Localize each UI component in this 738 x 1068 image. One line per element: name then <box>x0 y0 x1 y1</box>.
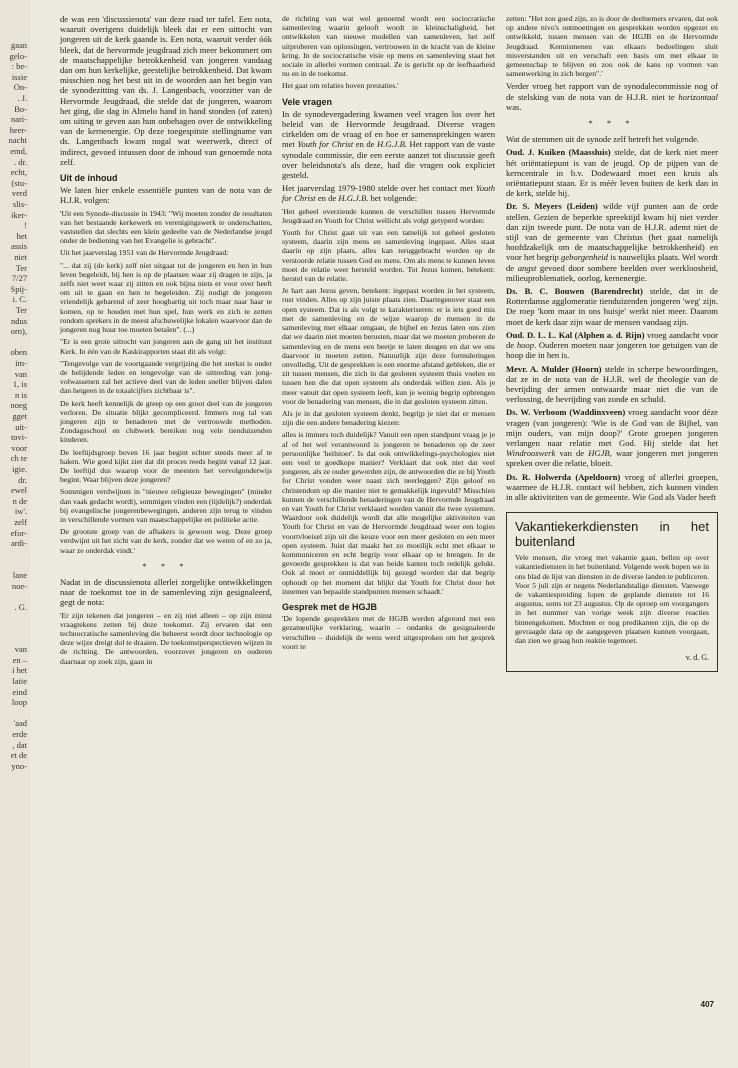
paragraph: We laten hier enkele essentiële punten van de nota van de H.J.R. volgen: <box>60 185 272 206</box>
spine-text-fragment: ardi- <box>10 538 27 549</box>
text-run: , waar jongeren met jongeren spreken over die relatie, bloeit. <box>506 448 718 469</box>
spine-text-fragment: voor <box>11 442 27 453</box>
quote-paragraph: de richting van wat wel genoemd wordt een sociocratische samenleving waarin gelooft wordt in kleinschaligheid, het ontwikkelen van nieuwe modellen van samenleven, het zelf uitproberen van oplossingen, vertrouwen in de kracht van de kleine kring. In de sociocratische visie op mens en samenleving staat het sociale in allerlei vormen centraal. Ze is gericht op de leefbaarheid nu en in de toekomst. <box>282 14 495 79</box>
spine-text-fragment: ch te <box>10 453 27 464</box>
speaker-name: Ds. B. C. Bouwen (Barendrecht) <box>506 286 643 297</box>
spine-text-fragment: et de <box>10 750 27 761</box>
spine-text-fragment: gget <box>12 411 27 421</box>
speaker-paragraph <box>506 364 718 405</box>
spine-text-fragment: gelo- <box>9 50 27 61</box>
quote-paragraph: 'Het geheel overziende kunnen de verschillen tussen Hervormde Jeugdraad en Youth for Christ wellicht als volgt getyperd worden: <box>282 206 495 225</box>
quote-paragraph: De grootste groep van de afhakers is gewoon weg. Deze groep verdwijnt uit het zicht van de kerk, zonder dat we weten of en zo ja, waar ze onderdak vindt.' <box>60 527 272 555</box>
section-heading: Gesprek met de HGJB <box>282 601 378 612</box>
spine-text-fragment: 'aad <box>13 718 27 729</box>
text-run: H.G.J.B. <box>338 193 369 204</box>
paragraph <box>282 183 495 203</box>
quote-paragraph: zetten: "Het zou goed zijn, zo is door de deelnemers ervaren, dat ook op andere nivo's ontmoetingen en gesprekken worden opgezet en ontwikkeld, tussen mensen van de HGJB en de Hervormde Jeugdraad. Kennismenen van elkaars bedoelingen sluit misverstanden uit en verschaft een basis om met elkaar in gemeenschap te blijven en zou ook de kans op vormen van samenwerking in zich bergen".' <box>506 14 718 79</box>
speaker-paragraph <box>506 147 718 198</box>
spine-text-fragment: uit- <box>15 421 27 432</box>
paragraph: Wat de stemmen uit de synode zelf betreft het volgende. <box>506 134 700 145</box>
spine-text-fragment: i. C. <box>12 294 27 305</box>
page-number: 407 <box>700 1000 714 1009</box>
text-run: H.G.J.B. <box>376 139 408 150</box>
spine-text-fragment: het <box>16 230 27 241</box>
spine-text-fragment: noeg <box>10 400 27 411</box>
text-run: hoop <box>516 340 534 351</box>
spine-text-fragment: n de <box>12 495 27 506</box>
section-heading: Uit de inhoud <box>60 173 118 184</box>
quote-paragraph: Sommigen verdwijnen in "nieuwe religieuze bewegingen" (minder dan vaak gedacht wordt), sommigen vinden een (tijdelijk?) onderdak bij evangelische jongerenbewegingen, anderen zijn terug te vinden in verschillende vormen van maatschappelijke en politieke actie. <box>60 487 272 524</box>
quote-paragraph: De kerk heeft kennelijk de greep op een groot deel van de jongeren verloren. De situatie blijkt gecompliceerd. Immers nog tal van jongeren zijn te benaderen met de vertrouwde methoden. Zondagsschool en clubwerk bereiken nog vele tienduizenden kinderen. <box>60 398 272 445</box>
speaker-name: Ds. R. Holwerda (Apeldoorn) <box>506 471 621 482</box>
spine-text-fragment: emd, <box>10 146 27 156</box>
spine-text-fragment: 7/27 <box>11 273 27 284</box>
text-run: en de <box>353 139 377 150</box>
quote-block <box>60 209 272 555</box>
column-2 <box>282 14 495 654</box>
text-run: en de <box>315 193 339 204</box>
text-run: stelde in scherpe bewoordingen, dat ze in de nota van de H.J.R. wel de theologie van de bevrijding der armen ontwaarde maar niet die van de verlossing, de bevrijding van zonde en schuld. <box>506 363 718 405</box>
spine-text-fragment: noe- <box>11 580 27 591</box>
spine-text-fragment: orn), <box>10 326 27 337</box>
quote-paragraph: De leeftijdsgroep boven 16 jaar begint echter steeds meer af te haken. Wie goed kijkt ziet dat dit proces reeds begint vanaf 12 jaar. De leeftijd dus waarop voor de meesten het vervolgonderwijs begint. Waar blijven deze jongeren? <box>60 447 272 485</box>
spine-text-fragment: n is <box>14 389 27 400</box>
announcement-title: Vakantiekerkdiensten in het buitenland <box>515 519 709 550</box>
spine-text-fragment: nacht <box>8 135 27 146</box>
spine-text-fragment: i het <box>12 665 27 676</box>
text-run: angst <box>517 262 537 273</box>
text-run: is nauwelijks plaats. Wel wordt de <box>506 252 719 273</box>
spine-text-fragment: , dat <box>12 739 27 750</box>
text-run: het volgende: <box>368 193 418 204</box>
spine-text-fragment: igie. <box>12 464 27 474</box>
text-run: wilde vijf punten aan de orde stellen. Gezien de beperkte spreektijd kwam hij niet verder dan zijn tweede punt. De nota van de H.J.R. ademt niet de stijl van de gemeente van Christus (het gaat namelijk hoofdzakelijk om de maatschappelijke betrokkenheid) en voor het begrip <box>506 201 718 263</box>
spine-text-fragment: dr. <box>18 474 27 485</box>
speaker-paragraph <box>506 407 718 468</box>
spine-text-fragment: oben <box>10 347 27 358</box>
spine-text-fragment: tovi- <box>10 432 27 443</box>
section-heading: Vele vragen <box>282 96 333 107</box>
quote-block <box>282 207 495 596</box>
spine-text-fragment: yno- <box>11 760 27 771</box>
spine-text-fragment: lane <box>12 570 27 580</box>
paragraph <box>506 81 718 112</box>
text-run: Verder vroeg het rapport van de synodalecommissie nog of de stelsking van de nota van de H.J.R. niet te <box>506 81 718 102</box>
text-run: van de <box>555 448 589 459</box>
spine-text-fragment: ! <box>24 220 27 231</box>
speaker-name: Dr. S. Meyers (Leiden) <box>506 201 598 212</box>
quote-paragraph: Uit het jaarverslag 1951 van de Hervormde Jeugdraad: <box>60 248 229 258</box>
text-run: . Ouderen moeten naar jongeren toe getuigen van de hoop die in hen is. <box>506 340 718 361</box>
spine-text-fragment: iw'. <box>14 506 27 517</box>
announcement-body: Vele mensen, die vroeg met vakantie gaan, bellen op over vakantiediensten in het buitenland. Volgende week hopen we in ons blad de lijst van diensten in de diverse landen te publiceren. Voor 5 juli zijn er negens Nederlandstalige diensten. Vanwege de vakantiespreiding lopen de geplande diensten tot 16 augustus, soms tot 23 augustus. Op de oproep om voorgangers in het nummer van vorige week zijn diverse reacties binnengekomen. Mochten er nog predikanten zijn, die op de gevraagde data op de aangegeven plaatsen kunnen voorgaan, dan zien we graag hun reaktie tegemoet. <box>515 553 710 645</box>
quote-paragraph: "Er is een grote uittocht van jongeren aan de gang uit het instituut Kerk. In één van de Kaskirapporten staat dit als volgt: <box>60 337 272 356</box>
spine-text-fragment: nari- <box>10 114 27 125</box>
text-run: HGJB <box>588 448 610 459</box>
magazine-page <box>30 0 738 1068</box>
speaker-name: Mevr. A. Mulder (Hoorn) <box>506 363 602 374</box>
text-run: gevoed door sombere beelden over werkloosheid, milieuproblematiek, oorlog, kernenergie. <box>506 262 718 283</box>
quote-paragraph: Als je in dat gesloten systeem denkt, begrijp je niet dat er mensen zijn die een andere benadering kiezen: <box>282 408 495 428</box>
spine-text-fragment: latie <box>12 676 27 686</box>
spine-text-fragment: heer- <box>9 124 27 135</box>
text-run: Youth for Christ <box>282 183 495 204</box>
text-run: geborgenheid <box>561 252 608 263</box>
quote-paragraph: alles is immers toch duidelijk? Vanuit een open standpunt vraag je je af of het wel verantwoord is jongeren te benaderen op de zeer persoonlijke 'heilstoer'. Is dat ook ontwikkelings-psychologies niet een veel te goedkope manier? Verklaart dat ook niet dat veel jongeren, als ze ouder geworden zijn, de antwoorden die ze bij Youth for Christ vonden weer naast zich neerleggen? Zijn geloof en christendom op die manier niet te gemakkelijk ingevuld? Misschien kunnen de verschillende benaderingen van de Hervormde Jeugdraad en van Youth for Christ verklaard worden vanuit die twee systemen. Waardoor ook duidelijk wordt dat alle mogelijke aktiviteiten van Youth for Christ en van de Hervormde Jeugdraad weer een logies voortvloeisel zijn uit die keuze voor een meer gesloten en een meer open systeem. Juist dat maakt het zo moeilijk echt met elkaar te kommuniceren en echt begrip voor elkaar op te brengen. In de gevoerde gesprekken is dat van beide kanten toch redelijk gelukt. Ook al moet er onmiddellijk bij gezegd worden dat dat begrip ophoudt op het moment dat blijkt dat Youth for Christ door het innemen van bepaalde standpunten mensen schaadt.' <box>282 430 495 596</box>
speaker-name: Ds. W. Verboom (Waddinxveen) <box>506 407 626 418</box>
text-run: stelde, dat de kerk niet meer hét oriëntatiepunt is van de jeugd. Op de pijpen van de kerncentrale in b.v. Dodewaard moet een kruis als oriëntatiepunt staan. Er is méér leven buiten de kerk dan in de kerk, stelde hij. <box>506 147 718 199</box>
spine-text-fragment: van <box>14 644 27 655</box>
spine-text-fragment: niet <box>14 252 27 262</box>
spine-text-fragment: van <box>14 368 27 379</box>
speaker-name: Oud. D. L. L. Kal (Alphen a. d. Rijn) <box>506 329 645 340</box>
section-divider: * * * <box>142 560 190 571</box>
spine-text-fragment: echt, <box>10 167 27 178</box>
text-run: Het rapport van de vaste synodale commissie, die een eerste aanzet tot discussie geeft over beleidsnota's als deze, had die vragen ook expliciet gesteld. <box>282 139 495 181</box>
quote-paragraph: 'Er zijn tekenen dat jongeren – en zij niet alleen – op zijn minst vraagtekens zetten bij deze toekomst. Zij ervaren dat een technocratische samenleving die beheerst wordt door technologie op deze wijze dreigt dol te draaien. De toekomstperspectieven wijzen in de richting. De antwoorden, voorzover jongeren en ouderen daarnaar op zoek zijn, gaan in <box>60 610 272 666</box>
text-run: was. <box>506 101 522 112</box>
text-run: In de synodevergadering kwamen veel vragen los over het beleid van de Hervormde Jeugdraad. Diverse vragen cirkelden om de vraag of en hoe er samensprekingen waren met <box>282 108 495 150</box>
spine-text-fragment: efor- <box>10 527 27 538</box>
spine-text-fragment: ewel <box>10 485 27 496</box>
spine-text-fragment: loop <box>11 697 27 708</box>
spine-text-fragment: . dr. <box>14 156 27 167</box>
spine-text-fragment: en – <box>12 654 27 665</box>
speaker-paragraph <box>506 286 718 327</box>
spine-text-fragment: On- <box>13 82 27 93</box>
text-run: vroeg aandacht voor déze vragen (van jongeren): 'Wie is de God van de Bijbel, van mijn ouders, van mijn doop?' Grote groepen jongeren verlangen naar relatie met God. Hij stelde dat het <box>506 407 718 448</box>
spine-text-fragment: Spij- <box>10 283 27 294</box>
speaker-paragraph <box>506 330 718 361</box>
spine-text-fragment: (stu- <box>11 177 27 188</box>
spine-text-fragment: issie <box>11 71 27 82</box>
announcement-box <box>506 512 718 672</box>
spine-text-fragment: Bo- <box>14 103 27 114</box>
quote-paragraph: Youth for Christ gaat uit van een tamelijk tot geheel gesloten systeem, daarin zijn mens en samenleving ingepast. Alles staat daarin op zijn plaats, alles kan teruggebracht worden op de verstoorde relatie tussen God en mens. Om als mens te kunnen leven moet de relatie weer hersteld worden. Tot Jezus komen, betekent: herstel van de relatie. <box>282 228 495 284</box>
spine-text-fragment: eind <box>12 686 27 697</box>
spine-text-fragment: . G. <box>14 601 27 612</box>
text-run: horizontaal <box>678 91 718 102</box>
paragraph: de was een 'discussienota' van deze raad ter tafel. Een nota, waaruit overigens duidelijk bleek dat er een uittocht van jongeren uit de kerk gaande is. Een nota, waaruit verder óók bleek, dat de hervormde jeugdraad zich meer bekommert om de maatschappelijke betrokkenheid van jongeren vandaag dan om hun kerkelijke, geestelijke betrokkenheid. Dat kwam misschien nog het best uit in de woorden aan het begin van de synodezitting van ds. J. Langenbach, voorzitter van de Hervormde Jeugdraad, die stelde dat de jongeren, waarom het ging, die dag in Almelo hand in hand stonden (of zaten) om uiting te geven aan hun onbehagen over de ontwikkeling van de kernenergie. Op deze toegespitste stellingname van ds. Langenbach kwam nogal wat weerwerk, direct of indirect, gevoed intussen door de inhoud van genoemde nota zelf. <box>60 14 272 167</box>
paragraph: Nadat in de discussienota allerlei zorgelijke ontwikkelingen naar de toekomst toe in de samenleving zijn gesignaleerd, gegt de nota: <box>60 576 272 608</box>
spine-text-fragment: iker- <box>11 209 27 220</box>
speaker-paragraph <box>506 472 718 503</box>
quote-paragraph: "... dat zij (de kerk) zelf niet uitgaat tot de jongeren en hen in hun leven begeleidt, bij hen is op de plaatsen waar zij dragen te zijn, ja zelfs niet weet waar zij zitten en ook bijna niets er voor over heeft om uit te gaan en hen te begeleiden. Zij nodigt de jongeren vriendelijk gebarend of zeer hooghartig uit toch maar naar haar te komen, op te houden met hun spel, hun werk en zich te zetten rondom sprekers in de meest afschuwelijke lokalen waarvoor dan de jongeren nog huur toe moeten betalen". (...) <box>60 260 272 335</box>
spine-text-fragment: . J. <box>17 93 27 103</box>
spine-text-fragment: zelf <box>14 517 27 527</box>
facing-page-spine <box>0 0 31 1068</box>
quote-paragraph: 'Uit een Synode-discussie in 1943: "Wij moeten zonder de resultaten van het bestaande kerkewerk en verenigingswerk te onderschatten, vaststellen dat slechts een klein gedeelte van de Nederlandse jeugd onder de bediening van het Evangelie is gebracht". <box>60 208 272 246</box>
text-run: vroeg aandacht voor de <box>506 329 718 351</box>
text-run: Youth for Christ <box>297 139 354 150</box>
quote-paragraph: Je hart aan Jezus geven, betekent: ingepast worden in het systeem, rust vinden. Alles op zijn juiste plaats zien. Daartegenover staat een open systeem. Dat is als volgt te karakteriseren: er is iets goed mis met de samenleving en de wijze waarop de mensen in de samenleving met elkaar omgaan, de bijbel en Jezus laten ons zien dat we daarin niet moeten berusten, maar dat we moeten proberen de samenleving en de mens een beetje te laten deugen en dat we ons daarvoor in moeten zetten. Natuurlijk zijn deze formuleringen onvolledig. Uit de gesprekken is een enorme afstand gebleken, die er zit tussen mensen, die zich in dat gesloten systeem thuis voelen en tussen hen die dat open systeem als onderdak willen zien. Als je meer vanuit dat open systeem leeft, kun je weinig begrip opbrengen voor de benadering van mensen, die in dat gesloten systeem zitten. <box>282 286 495 406</box>
quote-paragraph: Het gaat om relaties boven prestaties.' <box>282 81 399 91</box>
spine-text-fragment: : be- <box>11 61 27 72</box>
spine-text-fragment: erde <box>12 729 27 739</box>
spine-text-fragment: ndus <box>10 315 27 326</box>
section-divider: * * * <box>588 118 636 129</box>
spine-text-fragment: slis- <box>12 199 27 209</box>
spine-text-fragment: Ter <box>15 262 27 273</box>
text-run: vroeg of allerlei groepen, waarmee de H.J.R. contact wil hebben, zich kunnen vinden in alle aktiviteiten van de gemeente. Wie God als Vader heeft <box>506 471 718 502</box>
quote-paragraph: "Tengevolge van de voortgaande vergrijzing die het sterkst is onder de belijdende leden en tengevolge van de uittreding van jong-volwassenen zal het actieve deel van de leden sneller blijven dalen dan hetgeen in de totaalcijfers zichtbaar is". <box>60 358 272 396</box>
text-run: Windrooswerk <box>506 448 556 459</box>
speaker-name: Oud. J. Kuiken (Maassluis) <box>506 147 611 158</box>
paragraph <box>282 109 495 180</box>
spine-text-fragment: im- <box>15 358 27 368</box>
spine-text-fragment: verd <box>11 188 27 199</box>
spine-text-fragment: assis <box>10 241 27 252</box>
text-run: stelde, dat in de Rotterdamse agglomeratie tienduizenden jongeren 'weg' zijn. De roep 'kom maar in ons huisje' werkt niet meer. Daarom moet de kerk daar zijn waar de mensen vandaag zijn. <box>506 286 718 327</box>
quote-paragraph: 'De lopende gesprekken met de HGJB werden afgerond met een gezamenlijke verklaring, waarin – ondanks de gesignaleerde verschillen – duidelijk de wens werd uitgesproken om het gesprek voort te <box>282 614 495 651</box>
text-run: Het jaarverslag 1979-1980 stelde over het contact met <box>282 183 476 194</box>
column-3 <box>506 14 718 672</box>
column-1 <box>60 14 272 669</box>
announcement-signature: v. d. G. <box>685 653 709 663</box>
speaker-paragraph <box>506 201 718 283</box>
spine-text-fragment: 1, is <box>12 379 27 390</box>
spine-text-fragment: Ter <box>15 305 27 315</box>
spine-text-fragment: gaan <box>10 40 27 50</box>
